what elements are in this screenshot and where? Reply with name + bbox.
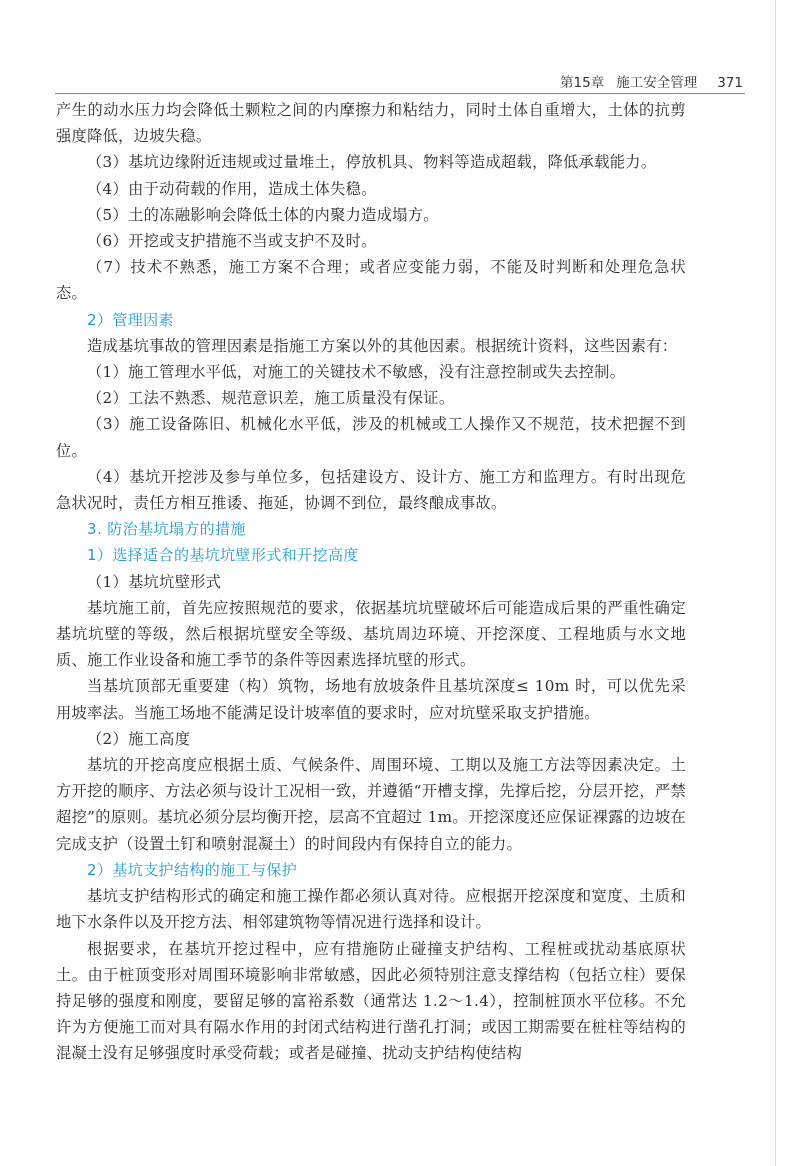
header-rule (55, 93, 745, 94)
body-paragraph: （2）工法不熟悉、规范意识差，施工质量没有保证。 (87, 389, 455, 408)
page-body (56, 97, 686, 1067)
running-header (55, 64, 745, 94)
section-heading: 2）基坑支护结构的施工与保护 (87, 860, 298, 879)
body-paragraph: （5）土的冻融影响会降低土体的内聚力造成塌方。 (87, 205, 439, 224)
section-heading: 1）选择适合的基坑坑壁形式和开挖高度 (87, 546, 359, 565)
body-paragraph: （1）施工管理水平低，对施工的关键技术不敏感，没有注意控制或失去控制。 (87, 363, 626, 382)
chapter-number: 第15章 (560, 75, 605, 91)
page-edge-shadow (775, 0, 776, 1166)
body-paragraph: 基坑的开挖高度应根据土质、气候条件、周围环境、工期以及施工方法等因素决定。土方开挖的顺序、方法必须与设计工况相一致，并遵循“开槽支撑，先撑后挖，分层开挖，严禁超挖”的原则。基坑必须分层均衡开挖，层高不宜超过 1m。开挖深度还应保证裸露的边坡在完成支护（设置土钉和喷射混凝土）的时间段内有保持自立的能力。 (56, 756, 686, 853)
body-paragraph: 根据要求，在基坑开挖过程中，应有措施防止碰撞支护结构、工程桩或扰动基底原状土。由于桩顶变形对周围环境影响非常敏感，因此必须特别注意支撑结构（包括立柱）要保持足够的强度和刚度，要留足够的富裕系数（通常达 1.2～1.4），控制桩顶水平位移。不允许为方便施工而对具有隔水作用的封闭式结构进行凿孔打洞；或因工期需要在桩柱等结构的混凝土没有足够强度时承受荷载；或者是碰撞、扰动支护结构使结构 (56, 939, 686, 1063)
body-paragraph: 当基坑顶部无重要建（构）筑物，场地有放坡条件且基坑深度≤ 10m 时，可以优先采用坡率法。当施工场地不能满足设计坡率值的要求时，应对坑壁采取支护措施。 (56, 677, 686, 722)
body-paragraph: 基坑施工前，首先应按照规范的要求，依据基坑坑壁破坏后可能造成后果的严重性确定基坑坑壁的等级，然后根据坑壁安全等级、基坑周边环境、开挖深度、工程地质与水文地质、施工作业设备和施工季节的条件等因素选择坑壁的形式。 (56, 598, 686, 670)
body-paragraph: （4）基坑开挖涉及参与单位多，包括建设方、设计方、施工方和监理方。有时出现危急状况时，责任方相互推诿、拖延，协调不到位，最终酿成事故。 (56, 467, 686, 513)
body-paragraph: （6）开挖或支护措施不当或支护不及时。 (87, 232, 377, 251)
page-number: 371 (717, 75, 743, 91)
body-paragraph: （4）由于动荷载的作用，造成土体失稳。 (87, 179, 377, 198)
body-paragraph: （1）基坑坑壁形式 (87, 572, 222, 591)
body-paragraph: （3）基坑边缘附近违规或过量堆土，停放机具、物料等造成超载，降低承载能力。 (87, 153, 657, 172)
chapter-title: 施工安全管理 (616, 75, 698, 91)
body-paragraph: 造成基坑事故的管理因素是指施工方案以外的其他因素。根据统计资料，这些因素有： (87, 336, 678, 355)
section-heading: 2）管理因素 (87, 310, 174, 329)
body-paragraph: （3）施工设备陈旧、机械化水平低，涉及的机械或工人操作又不规范，技术把握不到位。 (56, 415, 686, 460)
body-paragraph: （2）施工高度 (87, 729, 191, 748)
body-paragraph: （7）技术不熟悉，施工方案不合理；或者应变能力弱，不能及时判断和处理危急状态。 (56, 258, 686, 303)
header-text (548, 71, 743, 91)
body-paragraph: 基坑支护结构形式的确定和施工操作都必须认真对待。应根据开挖深度和宽度、土质和地下水条件以及开挖方法、相邻建筑物等情况进行选择和设计。 (56, 887, 686, 932)
section-heading: 3. 防治基坑塌方的措施 (87, 520, 246, 539)
body-paragraph: 产生的动水压力均会降低土颗粒之间的内摩擦力和粘结力，同时土体自重增大，土体的抗剪强度降低，边坡失稳。 (56, 101, 686, 146)
